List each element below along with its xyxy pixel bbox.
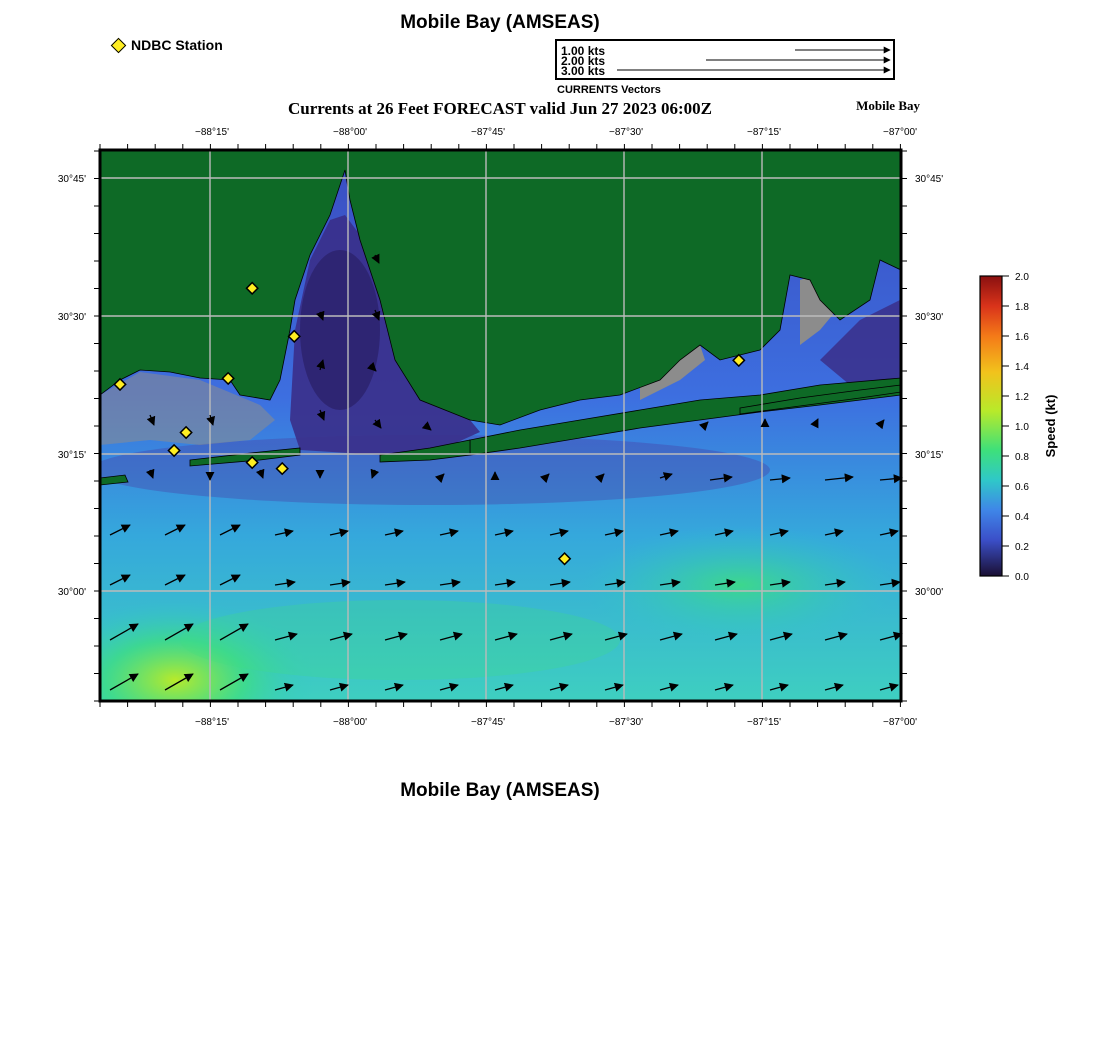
colorbar-tick-label: 1.4: [1015, 362, 1029, 373]
speed-band: [180, 600, 620, 680]
lat-labels-left: [58, 174, 86, 598]
bottom-title: Mobile Bay (AMSEAS): [400, 780, 600, 801]
lon-label-top: −87°00': [883, 127, 917, 138]
colorbar-tick-label: 1.6: [1015, 332, 1029, 343]
colorbar-tick-label: 1.0: [1015, 422, 1029, 433]
colorbar-tick-label: 1.8: [1015, 302, 1029, 313]
colorbar-tick-label: 0.4: [1015, 512, 1029, 523]
vector-key: [556, 40, 894, 79]
lon-label-top: −88°15': [195, 127, 229, 138]
lon-label-top: −87°30': [609, 127, 643, 138]
bay-dark-core: [300, 250, 380, 410]
colorbar-tick-label: 0.8: [1015, 452, 1029, 463]
lon-label-bottom: −87°00': [883, 717, 917, 728]
vector-key-label-2: 2.00 kts: [561, 54, 606, 68]
lon-label-top: −87°45': [471, 127, 505, 138]
lon-label-bottom: −87°30': [609, 717, 643, 728]
speed-colorbar: [980, 272, 1058, 583]
station-legend-label: NDBC Station: [131, 37, 223, 53]
lon-label-bottom: −88°15': [195, 717, 229, 728]
colorbar-ramp: [980, 276, 1002, 576]
vector-key-label-1: 1.00 kts: [561, 44, 606, 58]
vector-key-caption: CURRENTS Vectors: [557, 84, 661, 96]
map-title: Currents at 26 Feet FORECAST valid Jun 27 2023 06:00Z: [288, 99, 712, 118]
colorbar-tick-label: 0.0: [1015, 572, 1029, 583]
figure-title: Mobile Bay (AMSEAS): [400, 12, 600, 33]
lat-label-left: 30°15': [57, 450, 86, 461]
region-label: Mobile Bay: [856, 98, 920, 113]
lon-label-bottom: −88°00': [333, 717, 367, 728]
lon-label-top: −87°15': [747, 127, 781, 138]
vector-key-label-3: 3.00 kts: [561, 64, 606, 78]
lat-label-right: 30°00': [915, 587, 944, 598]
lon-label-bottom: −87°15': [747, 717, 781, 728]
lon-label-top: −88°00': [333, 127, 367, 138]
colorbar-tick-label: 2.0: [1015, 272, 1029, 283]
lat-label-right: 30°15': [915, 450, 944, 461]
lat-label-left: 30°00': [57, 587, 86, 598]
lat-label-left: 30°30': [57, 312, 86, 323]
lat-label-right: 30°30': [915, 312, 944, 323]
lat-label-right: 30°45': [915, 174, 944, 185]
lon-labels-bottom: [195, 717, 917, 728]
lat-labels-right: [915, 174, 943, 598]
colorbar-ticks: [1002, 276, 1009, 576]
colorbar-tick-label: 0.2: [1015, 542, 1029, 553]
colorbar-tick-label: 0.6: [1015, 482, 1029, 493]
map: [35, 127, 943, 760]
lon-labels-top: [195, 127, 917, 138]
colorbar-label: Speed (kt): [1043, 394, 1058, 458]
speed-hotspot-e: [580, 525, 900, 645]
lat-label-left: 30°45': [57, 174, 86, 185]
lon-label-bottom: −87°45': [471, 717, 505, 728]
colorbar-tick-label: 1.2: [1015, 392, 1029, 403]
colorbar-tick-labels: [1015, 272, 1029, 583]
